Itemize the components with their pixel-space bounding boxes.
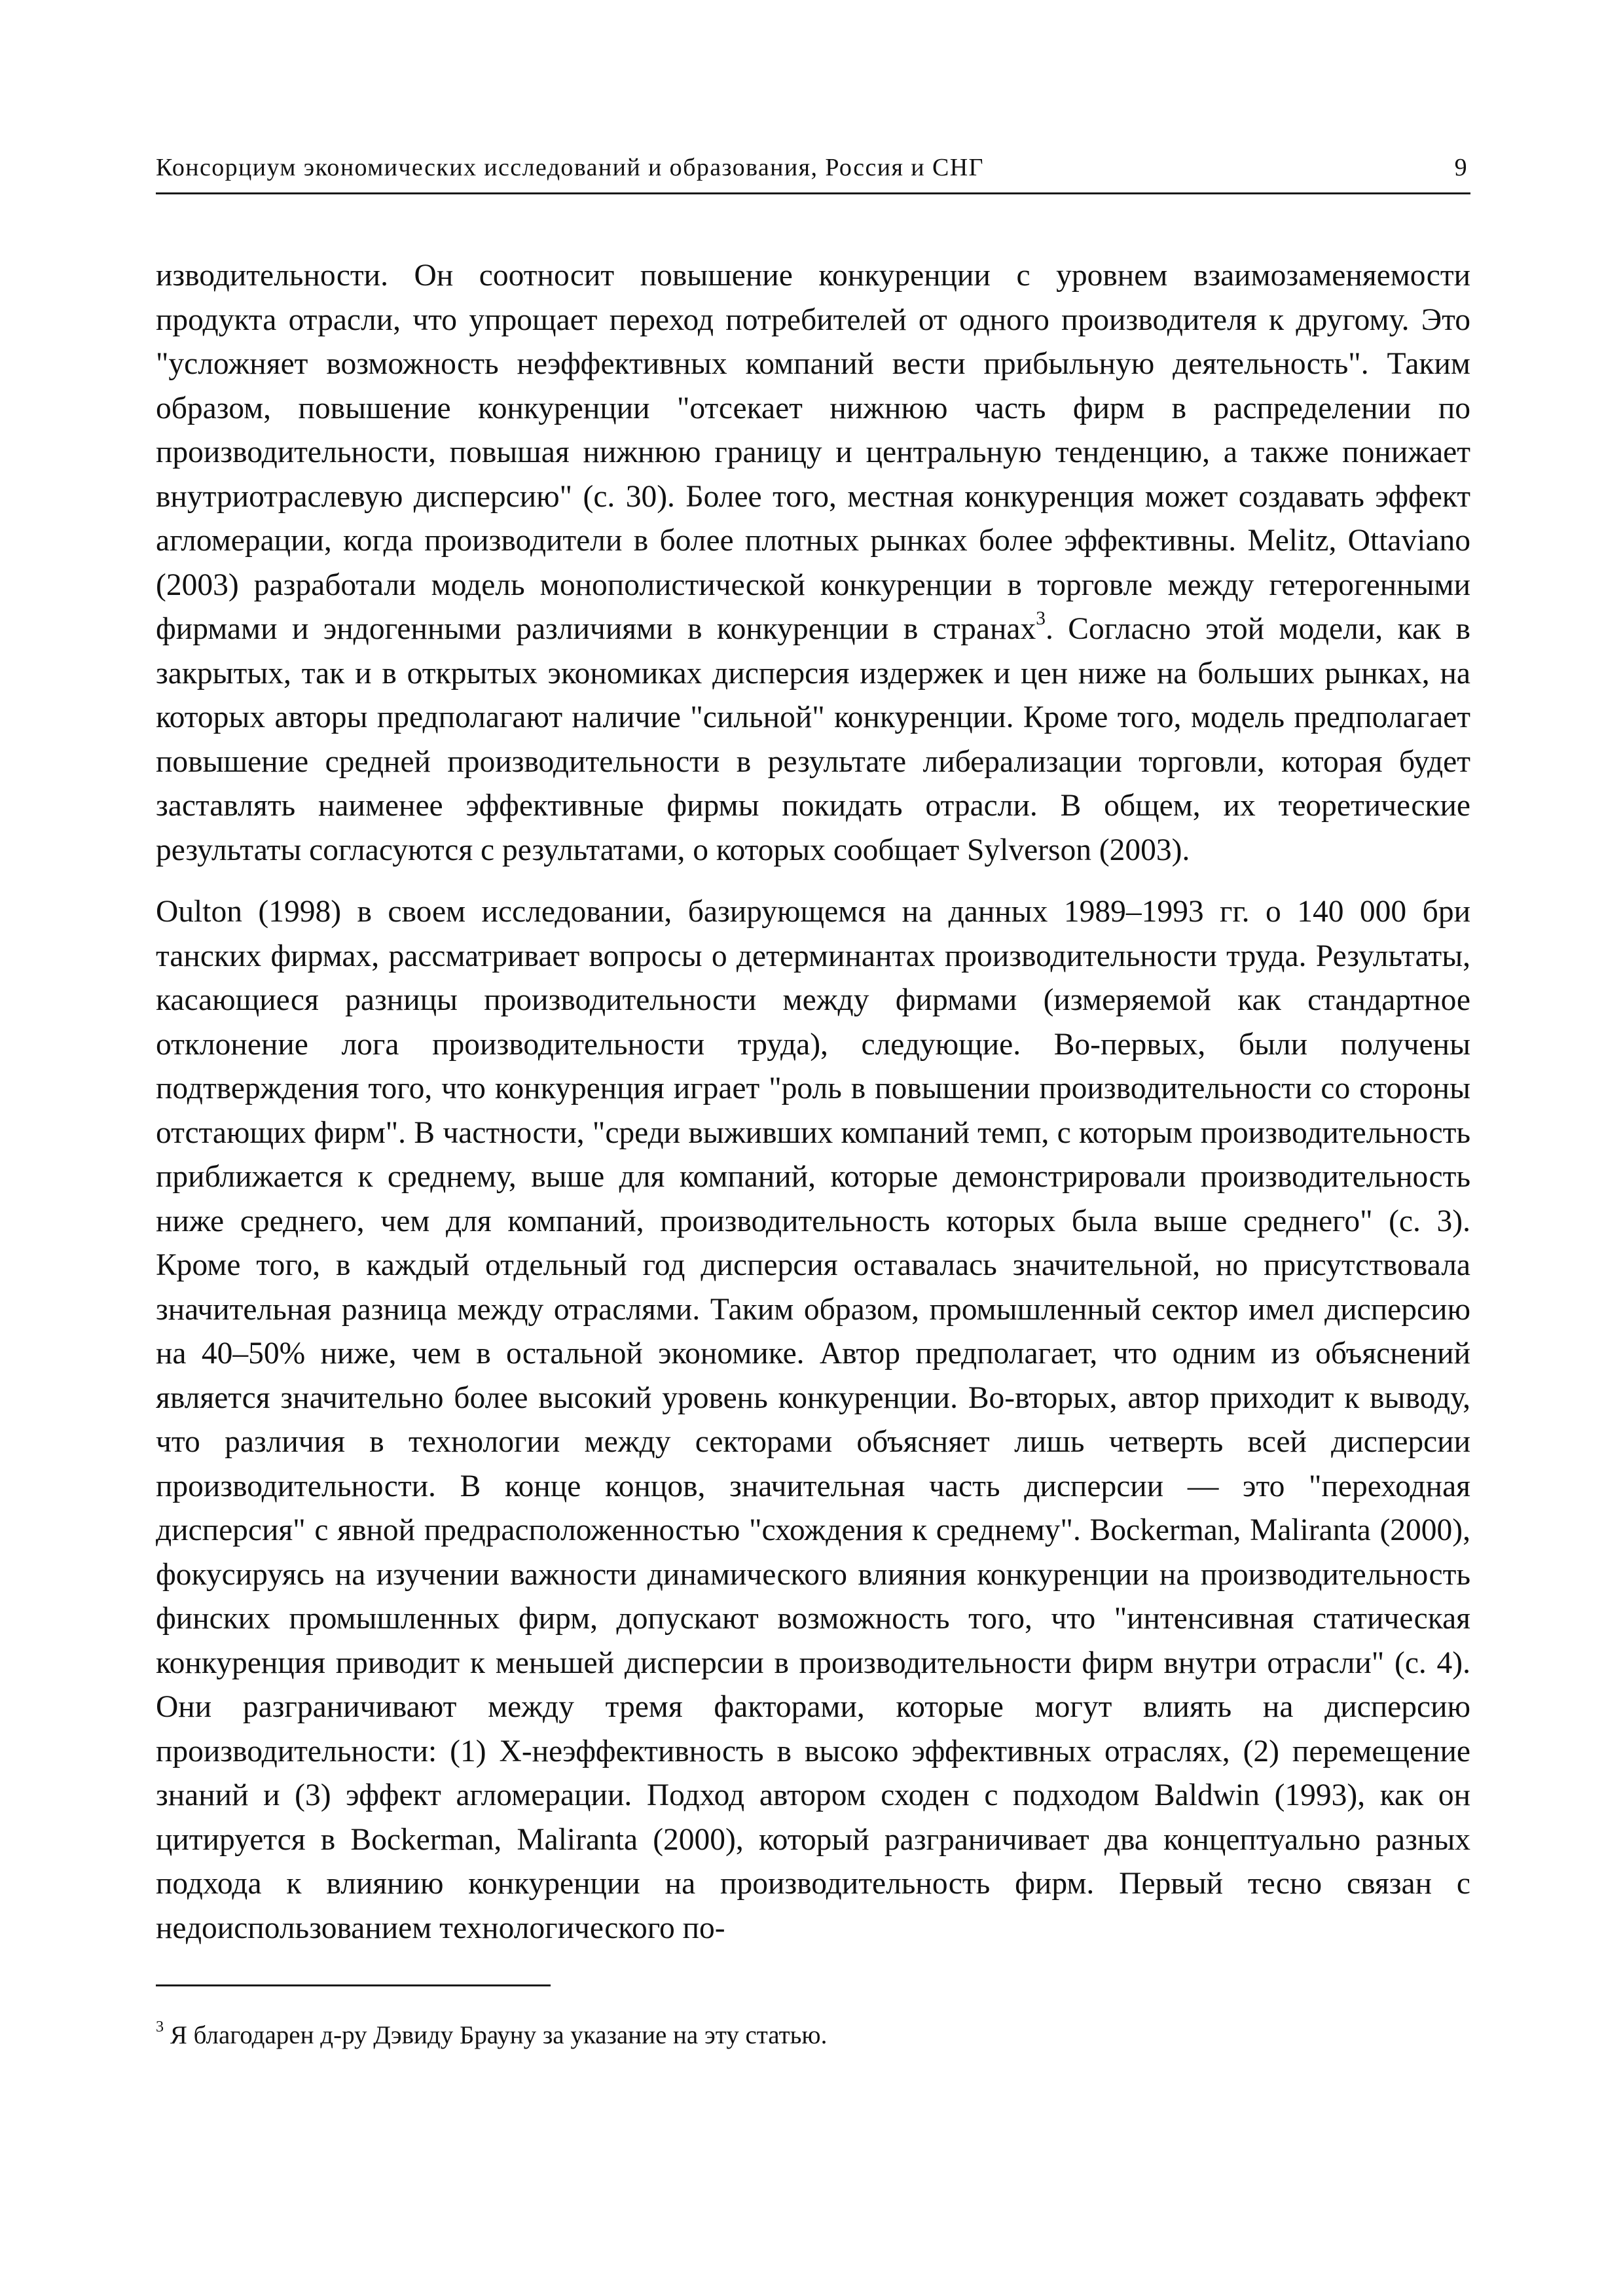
text-line: который разграничивает два концептуально разных подхода к влиянию конкуренции на про	[156, 1822, 1470, 1901]
text-line: стороны отстающих фирм". В частности, "среди выживших компаний темп, с которым про	[156, 1071, 1470, 1150]
text-line: ны подтверждения того, что конкуренция играет "роль в повышении производительности со	[156, 1027, 1470, 1105]
footnote	[156, 2019, 1470, 2052]
text-line: . Соглас	[1045, 612, 1159, 646]
text-line: ет внутриотраслевую дисперсию" (с. 30). Более того, местная конкуренция может создавать	[156, 435, 1470, 514]
text-line: ленный сектор имел дисперсию на 40–50% ниже, чем в остальной экономике. Автор предпо	[156, 1292, 1470, 1371]
footnote-reference[interactable]: 3	[1036, 607, 1046, 629]
text-line: автором сходен с подходом Baldwin (1993), как он цитируется в Bockerman, Maliranta (2000),	[156, 1778, 1470, 1857]
text-line: лишь четверть всей дисперсии производительности. В конце концов, значительная часть	[156, 1425, 1471, 1503]
text-line: дисперсии — это "переходная дисперсия" с явной предрасположенностью "схождения к	[156, 1469, 1470, 1547]
text-line: же на больших рынках, на которых авторы предполагают наличие "сильной" конкуренции.	[156, 656, 1470, 734]
page-number: 9	[1454, 154, 1468, 181]
text-line: расли. В общем, их теоретические результаты согласуются с результатами, о которых сооб	[156, 789, 1470, 867]
footnote-number: 3	[156, 2017, 164, 2036]
text-line: Это "усложняет возможность неэффективных компаний вести прибыльную деятельность".	[156, 302, 1470, 381]
text-line: жду гетерогенными фирмами и эндогенными различиями в конкуренции в странах	[156, 567, 1470, 646]
text-line: в высоко эффективных отраслях, (2) перемещение знаний и (3) эффект агломерации. Подход	[156, 1734, 1470, 1812]
text-line: но этой модели, как в закрытых, так и в открытых экономиках дисперсия издержек и цен ни	[156, 612, 1470, 691]
text-line: Oulton (1998) в своем исследовании, базирующемся на данных 1989–1993 гг. о 140 000 бри	[156, 895, 1470, 929]
text-line: дартное отклонение лога производительности труда), следующие. Во-первых, были получе	[156, 983, 1470, 1062]
text-line: продукта отрасли, что упрощает переход потребителей от одного производителя к другому.	[156, 302, 1421, 337]
text-line: Таким образом, повышение конкуренции "отсекает нижнюю часть фирм в распределении по	[156, 347, 1470, 425]
text-line: зультаты, касающиеся разницы производительности между фирмами (измеряемой как стан	[156, 939, 1470, 1017]
text-line: ной, но присутствовала значительная разница между отраслями. Таким образом, промыш	[156, 1248, 1470, 1327]
text-line: среднему". Bockerman, Maliranta (2000), фокусируясь на изучении важности динамического	[156, 1513, 1470, 1592]
text-line: сии в производительности фирм внутри отрасли" (с. 4). Они разграничивают между тремя	[156, 1645, 1470, 1724]
text-line: Кроме того, модель предполагает повышение средней производительности в результате ли	[156, 700, 1470, 779]
text-line: производительности, повышая нижнюю границу и центральную тенденцию, а также понижа	[156, 435, 1444, 469]
footnote-separator	[156, 1984, 551, 1986]
running-header	[156, 152, 1470, 194]
text-line: танских фирмах, рассматривает вопросы о детерминантах производительности труда. Ре	[156, 939, 1347, 973]
paragraph-2	[156, 890, 1470, 1950]
body-text	[156, 254, 1470, 1950]
text-line: изводительность фирм. Первый тесно связан с недоиспользованием технологического по-	[156, 1867, 1470, 1945]
text-line: возможность того, что "интенсивная статическая конкуренция приводит к меньшей диспер	[156, 1602, 1470, 1680]
text-line: изводительность приближается к среднему, выше для компаний, которые демонстрировали	[156, 1115, 1470, 1194]
text-line: щает Sylverson (2003).	[894, 833, 1190, 867]
text-line: влияния конкуренции на производительность финских промышленных фирм, допускают	[156, 1557, 1470, 1636]
text-line: факторами, которые могут влиять на дисперсию производительности: (1) X-неэффективность	[156, 1690, 1470, 1768]
text-line: выше среднего" (с. 3). Кроме того, в каждый отдельный год дисперсия оставалась значитель	[156, 1204, 1470, 1282]
text-line: эффект агломерации, когда производители в более плотных рынках более эффективны.	[156, 479, 1470, 558]
text-line: Во-вторых, автор приходит к выводу, что различия в технологии между секторами объясняет	[156, 1380, 1470, 1459]
footnote-text: Я благодарен д-ру Дэвиду Брауну за указание на эту статью.	[164, 2021, 828, 2049]
header-title: Консорциум экономических исследований и образования, Россия и СНГ	[156, 154, 984, 181]
text-line: Melitz, Ottaviano (2003) разработали модель монополистической конкуренции в торговле ме	[156, 524, 1470, 602]
text-line: лагает, что одним из объяснений является значительно более высокий уровень конкуренции.	[156, 1336, 1470, 1415]
paragraph-1	[156, 254, 1470, 872]
text-line: изводительности. Он соотносит повышение конкуренции с уровнем взаимозаменяемости	[156, 259, 1470, 293]
text-line: производительность ниже среднего, чем для компаний, производительность которых была	[156, 1160, 1470, 1238]
text-line: берализации торговли, которая будет заставлять наименее эффективные фирмы покидать от	[156, 744, 1471, 823]
